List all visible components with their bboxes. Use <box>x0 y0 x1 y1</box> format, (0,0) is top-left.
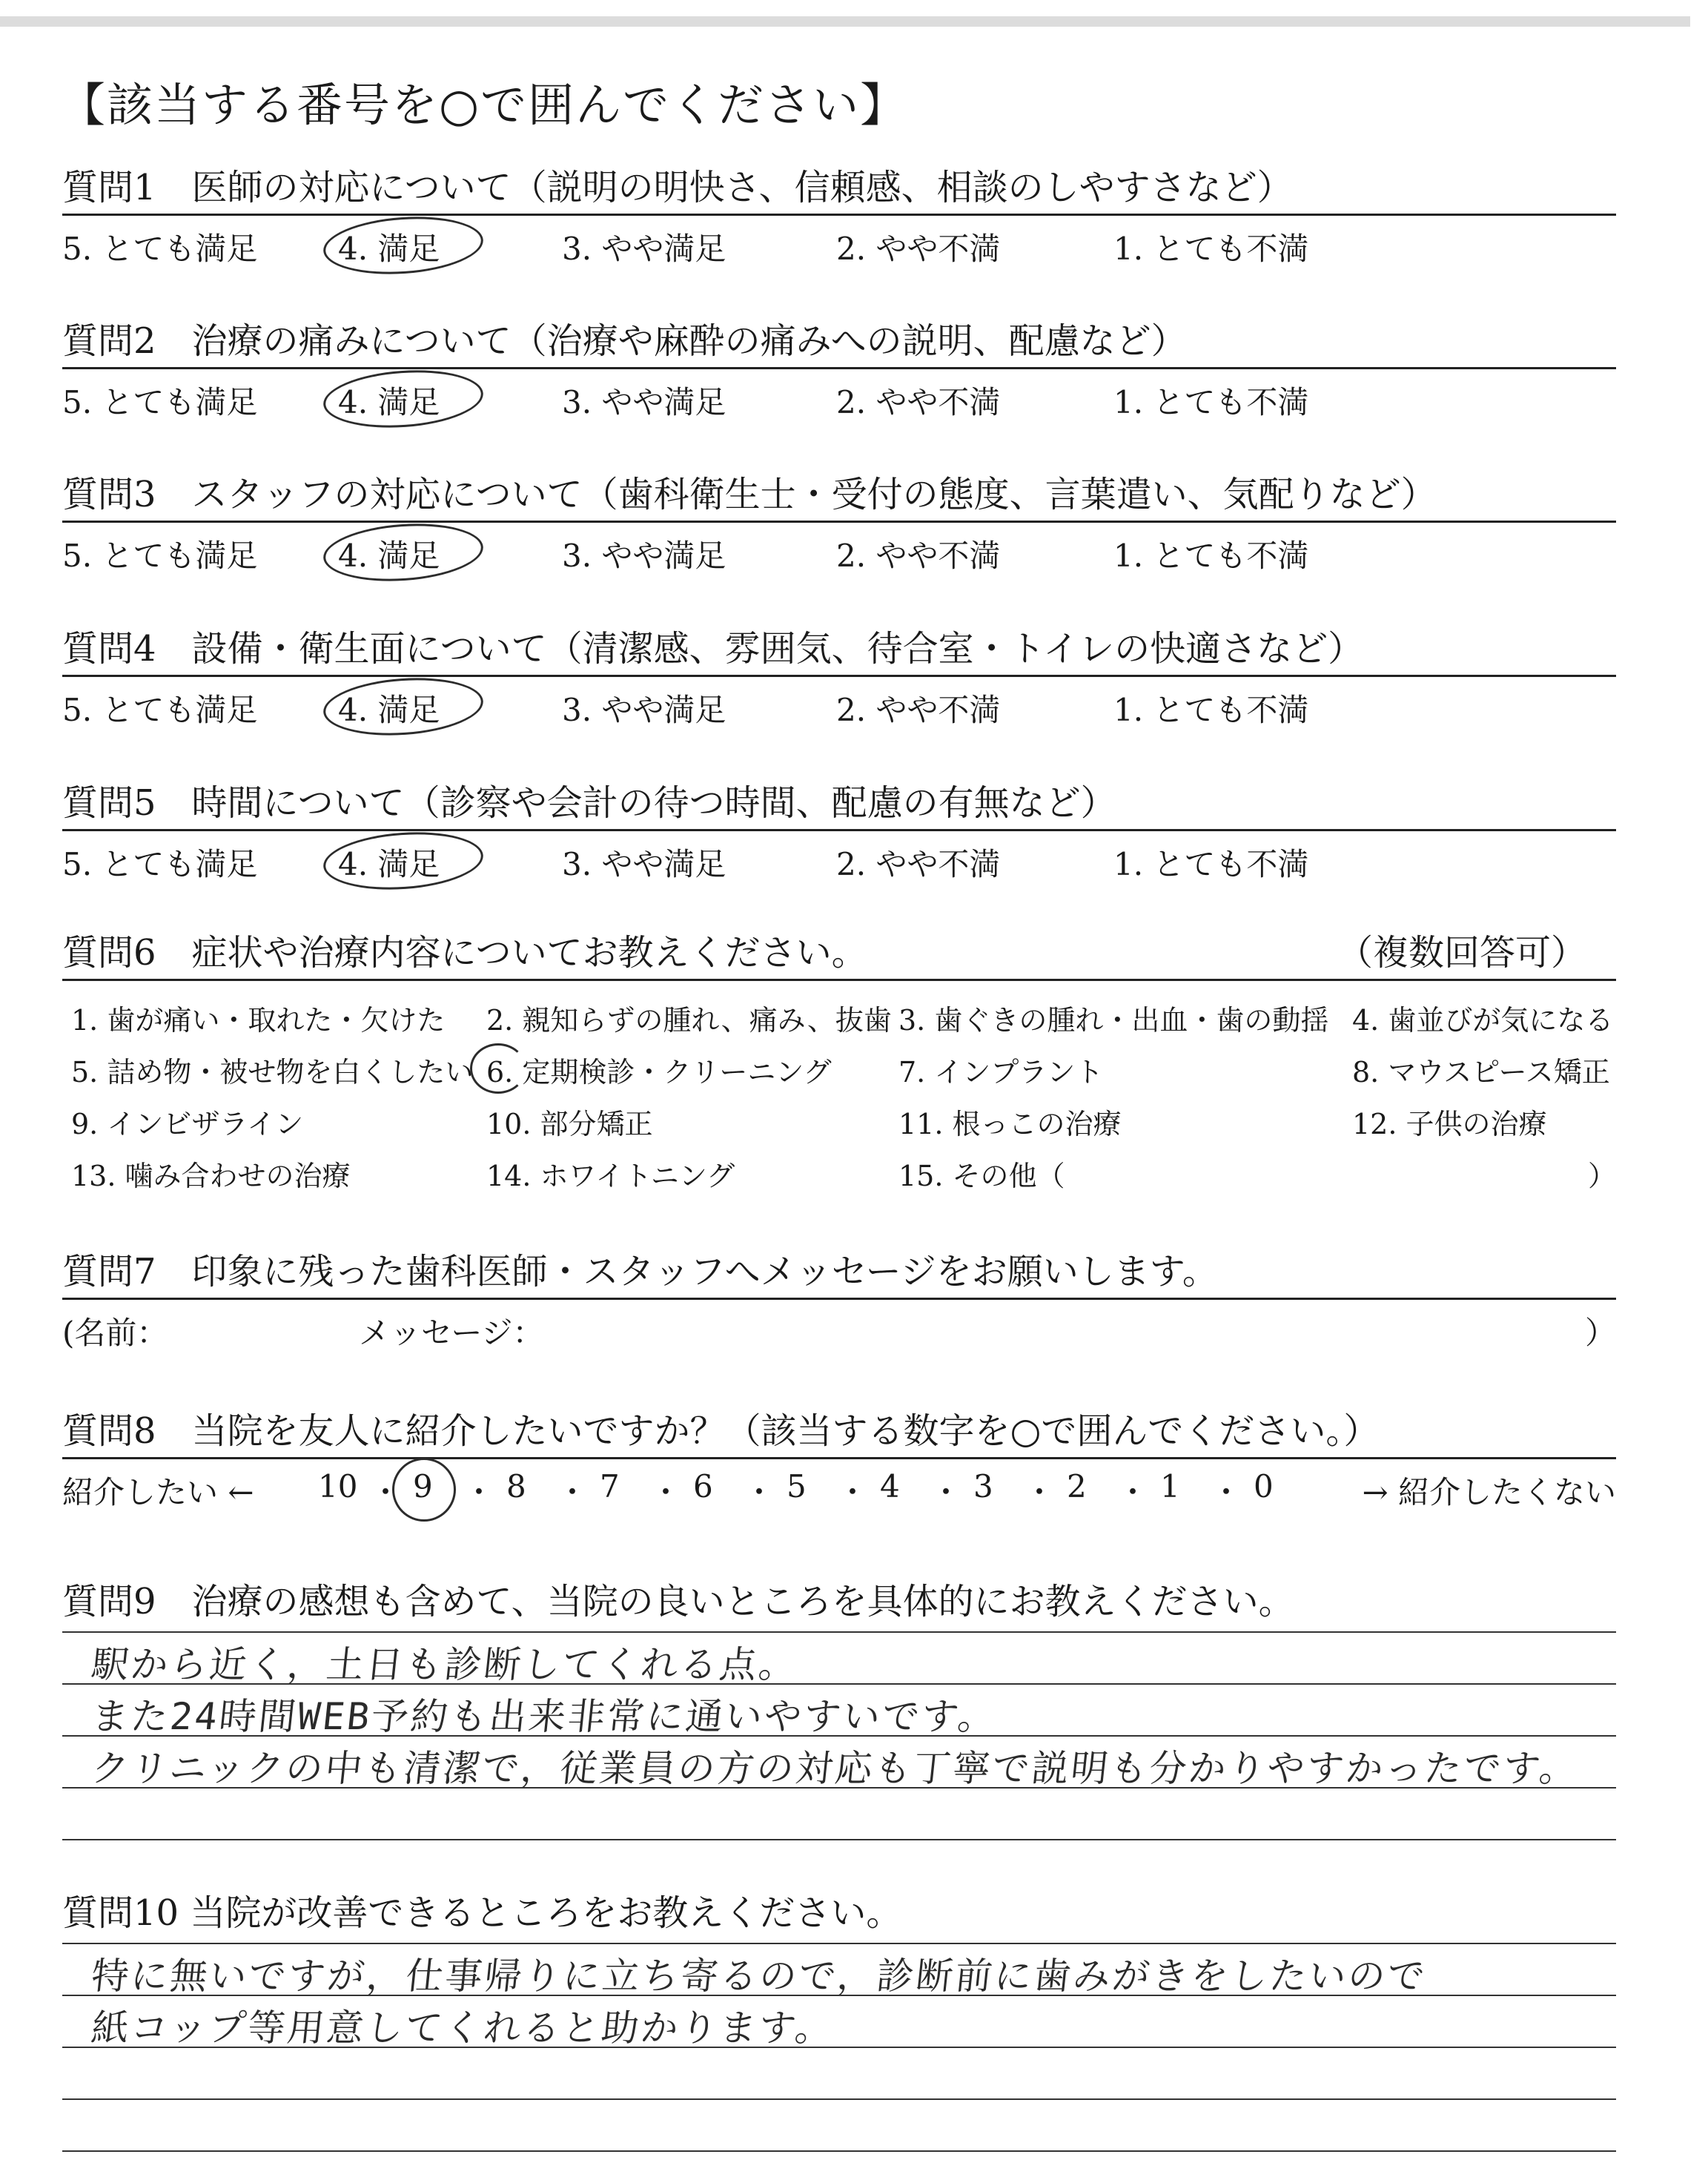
scale-right-label: → 紹介したくない <box>1362 1474 1616 1510</box>
scale-separator: ・ <box>650 1474 682 1510</box>
scale-separator: ・ <box>837 1474 869 1510</box>
scale-separator: ・ <box>1024 1474 1056 1510</box>
rating-option[interactable]: 5. とても満足 <box>62 231 258 267</box>
scale-number[interactable]: 1 <box>1160 1468 1180 1505</box>
rating-option[interactable]: 4. 満足 <box>338 532 440 576</box>
message-close: ） <box>1584 1315 1616 1351</box>
answer-rule <box>62 1683 1616 1685</box>
rating-options <box>62 677 1616 727</box>
selection-circle <box>322 828 486 895</box>
question-10 <box>62 1887 1616 2154</box>
scale-separator: ・ <box>463 1474 495 1510</box>
symptom-option[interactable]: 10. 部分矯正 <box>486 1108 653 1140</box>
rating-options <box>62 216 1616 266</box>
scan-edge <box>0 16 1690 27</box>
symptom-option[interactable]: 12. 子供の治療 <box>1352 1108 1547 1140</box>
symptom-option[interactable]: 6. 定期検診・クリーニング <box>486 1049 832 1090</box>
question-title: 質問3 スタッフの対応について（歯科衛生士・受付の態度、言葉遣い、気配りなど） <box>62 474 1437 515</box>
question-title: 質問7 印象に残った歯科医師・スタッフへメッセージをお願いします。 <box>62 1251 1218 1292</box>
message-fields <box>62 1300 1616 1350</box>
selection-circle <box>392 1458 456 1522</box>
rating-option[interactable]: 5. とても満足 <box>62 846 258 882</box>
rating-option[interactable]: 3. やや満足 <box>562 692 726 728</box>
scale-number[interactable]: 5 <box>787 1468 807 1505</box>
answer-rule <box>62 1735 1616 1737</box>
scale-number[interactable]: 6 <box>693 1468 713 1505</box>
symptom-option[interactable]: 15. その他（ <box>898 1160 1065 1192</box>
question-4 <box>62 623 1616 727</box>
symptom-options <box>62 981 1616 1192</box>
rating-option[interactable]: 3. やや満足 <box>562 384 726 420</box>
question-title: 質問8 当院を友人に紹介したいですか？（該当する数字を○で囲んでください。） <box>62 1410 1380 1452</box>
rating-option[interactable]: 1. とても不満 <box>1113 538 1309 574</box>
rating-options <box>62 831 1616 882</box>
recommend-scale <box>62 1459 1616 1510</box>
question-8 <box>62 1405 1616 1510</box>
scale-number[interactable]: 9 <box>413 1468 433 1505</box>
answer-rule <box>62 1631 1616 1633</box>
question-5 <box>62 777 1616 882</box>
scale-separator: ・ <box>370 1474 402 1510</box>
rating-option[interactable]: 5. とても満足 <box>62 538 258 574</box>
rating-option[interactable]: 3. やや満足 <box>562 846 726 882</box>
scale-number[interactable]: 2 <box>1067 1468 1087 1505</box>
symptom-option[interactable]: 7. インプラント <box>898 1056 1104 1089</box>
rating-option[interactable]: 1. とても不満 <box>1113 846 1309 882</box>
answer-area <box>62 1939 1616 2154</box>
question-6 <box>62 927 1616 1192</box>
answer-rule <box>62 2098 1616 2100</box>
scale-number[interactable]: 10 <box>318 1468 358 1505</box>
selection-circle <box>322 212 486 280</box>
answer-rule <box>62 1995 1616 1996</box>
question-title: 質問2 治療の痛みについて（治療や麻酔の痛みへの説明、配慮など） <box>62 320 1187 362</box>
symptom-option[interactable]: 2. 親知らずの腫れ、痛み、抜歯 <box>486 1004 892 1037</box>
answer-rule <box>62 2047 1616 2048</box>
handwritten-answer: 駅から近く，土日も診断してくれる点。 <box>89 1643 801 1686</box>
rating-option[interactable]: 2. やや不満 <box>836 538 1001 574</box>
question-3 <box>62 469 1616 573</box>
question-title: 質問9 治療の感想も含めて、当院の良いところを具体的にお教えください。 <box>62 1581 1294 1622</box>
name-label: (名前： <box>62 1315 168 1351</box>
rating-option[interactable]: 4. 満足 <box>338 840 440 885</box>
rating-option[interactable]: 5. とても満足 <box>62 692 258 728</box>
symptom-option[interactable]: 1. 歯が痛い・取れた・欠けた <box>71 1004 446 1037</box>
question-title: 質問10 当院が改善できるところをお教えください。 <box>62 1892 902 1934</box>
other-close-paren: ） <box>1587 1160 1616 1192</box>
symptom-option[interactable]: 14. ホワイトニング <box>486 1160 735 1192</box>
rating-option[interactable]: 1. とても不満 <box>1113 231 1309 267</box>
symptom-option[interactable]: 8. マウスピース矯正 <box>1352 1056 1610 1089</box>
answer-rule <box>62 1943 1616 1944</box>
question-7 <box>62 1246 1616 1350</box>
question-title: 質問6 症状や治療内容についてお教えください。 （複数回答可） <box>62 927 1616 979</box>
rating-option[interactable]: 4. 満足 <box>338 378 440 423</box>
scale-number[interactable]: 7 <box>600 1468 620 1505</box>
rating-option[interactable]: 1. とても不満 <box>1113 692 1309 728</box>
rating-option[interactable]: 5. とても満足 <box>62 384 258 420</box>
rating-option[interactable]: 4. 満足 <box>338 225 440 269</box>
scale-number[interactable]: 4 <box>880 1468 900 1505</box>
rating-option[interactable]: 2. やや不満 <box>836 846 1001 882</box>
rating-options <box>62 523 1616 573</box>
scale-number[interactable]: 8 <box>506 1468 526 1505</box>
answer-rule <box>62 2150 1616 2152</box>
rating-option[interactable]: 3. やや満足 <box>562 231 726 267</box>
scale-separator: ・ <box>1211 1474 1242 1510</box>
symptom-option[interactable]: 11. 根っこの治療 <box>898 1108 1122 1140</box>
scale-separator: ・ <box>557 1474 589 1510</box>
handwritten-answer: クリニックの中も清潔で，従業員の方の対応も丁寧で説明も分かりやすかったです。 <box>89 1747 1581 1790</box>
answer-rule <box>62 1839 1616 1840</box>
scale-separator: ・ <box>744 1474 775 1510</box>
rating-option[interactable]: 2. やや不満 <box>836 231 1001 267</box>
scale-separator: ・ <box>930 1474 962 1510</box>
selection-circle <box>322 519 486 587</box>
question-9 <box>62 1576 1616 1843</box>
selection-circle <box>322 673 486 741</box>
question-title: 質問4 設備・衛生面について（清潔感、雰囲気、待合室・トイレの快適さなど） <box>62 628 1364 670</box>
question-1 <box>62 162 1616 266</box>
rating-option[interactable]: 4. 満足 <box>338 686 440 730</box>
message-label: メッセージ： <box>359 1315 544 1351</box>
rating-option[interactable]: 3. やや満足 <box>562 538 726 574</box>
symptom-option[interactable]: 4. 歯並びが気になる <box>1352 1004 1614 1037</box>
page-heading: 【該当する番号を○で囲んでください】 <box>59 78 908 132</box>
symptom-option[interactable]: 9. インビザライン <box>71 1108 304 1140</box>
answer-area <box>62 1628 1616 1843</box>
rating-option[interactable]: 2. やや不満 <box>836 384 1001 420</box>
handwritten-answer: 特に無いですが，仕事帰りに立ち寄るので，診断前に歯みがきをしたいので <box>89 1955 1429 1998</box>
symptom-option[interactable]: 13. 噛み合わせの治療 <box>71 1160 351 1192</box>
question-title: 質問1 医師の対応について（説明の明快さ、信頼感、相談のしやすさなど） <box>62 167 1293 208</box>
symptom-option[interactable]: 3. 歯ぐきの腫れ・出血・歯の動揺 <box>898 1004 1329 1037</box>
rating-option[interactable]: 2. やや不満 <box>836 692 1001 728</box>
scale-number[interactable]: 0 <box>1254 1468 1274 1505</box>
symptom-option[interactable]: 5. 詰め物・被せ物を白くしたい <box>71 1056 474 1089</box>
rating-options <box>62 369 1616 420</box>
answer-rule <box>62 1787 1616 1789</box>
question-title: 質問5 時間について（診察や会計の待つ時間、配慮の有無など） <box>62 782 1116 824</box>
selection-circle <box>470 1043 526 1094</box>
selection-circle <box>322 366 486 433</box>
multiple-answers-note: （複数回答可） <box>1337 932 1586 974</box>
handwritten-answer: 紙コップ等用意してくれると助かります。 <box>89 2007 837 2050</box>
handwritten-answer: また24時間WEB予約も出来非常に通いやすいです。 <box>89 1695 1000 1738</box>
question-2 <box>62 315 1616 420</box>
scale-separator: ・ <box>1117 1474 1149 1510</box>
rating-option[interactable]: 1. とても不満 <box>1113 384 1309 420</box>
scale-left-label: 紹介したい ← <box>62 1474 254 1510</box>
scale-number[interactable]: 3 <box>973 1468 993 1505</box>
